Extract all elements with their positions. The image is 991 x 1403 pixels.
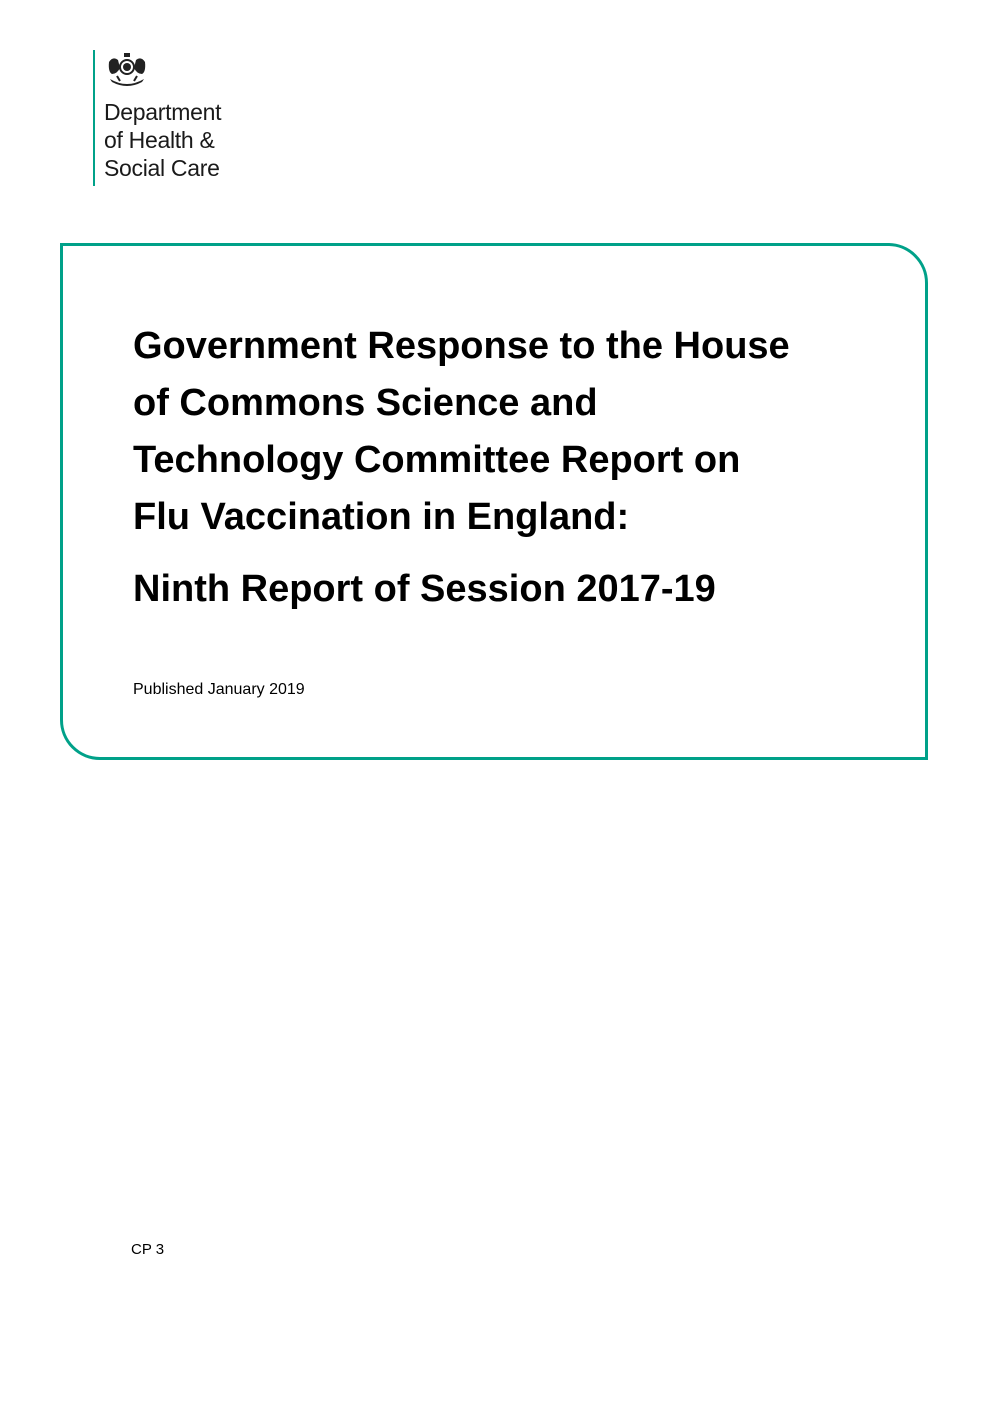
command-paper-number: CP 3 [131,1241,165,1258]
document-subtitle: Ninth Report of Session 2017-19 [133,568,716,610]
publication-date: Published January 2019 [133,681,305,698]
title-line: of Commons Science and [133,382,598,424]
cover-title-box [60,243,928,760]
department-name [104,98,221,182]
document-title [133,318,913,546]
logo-accent-bar [93,50,95,186]
logo-line: Social Care [104,155,220,181]
logo-line: of Health & [104,127,215,153]
royal-coat-of-arms-icon [105,52,149,88]
title-line: Flu Vaccination in England: [133,496,630,538]
department-logo [93,50,293,186]
logo-line: Department [104,99,222,125]
title-line: Government Response to the House [133,325,790,367]
title-line: Technology Committee Report on [133,439,741,481]
